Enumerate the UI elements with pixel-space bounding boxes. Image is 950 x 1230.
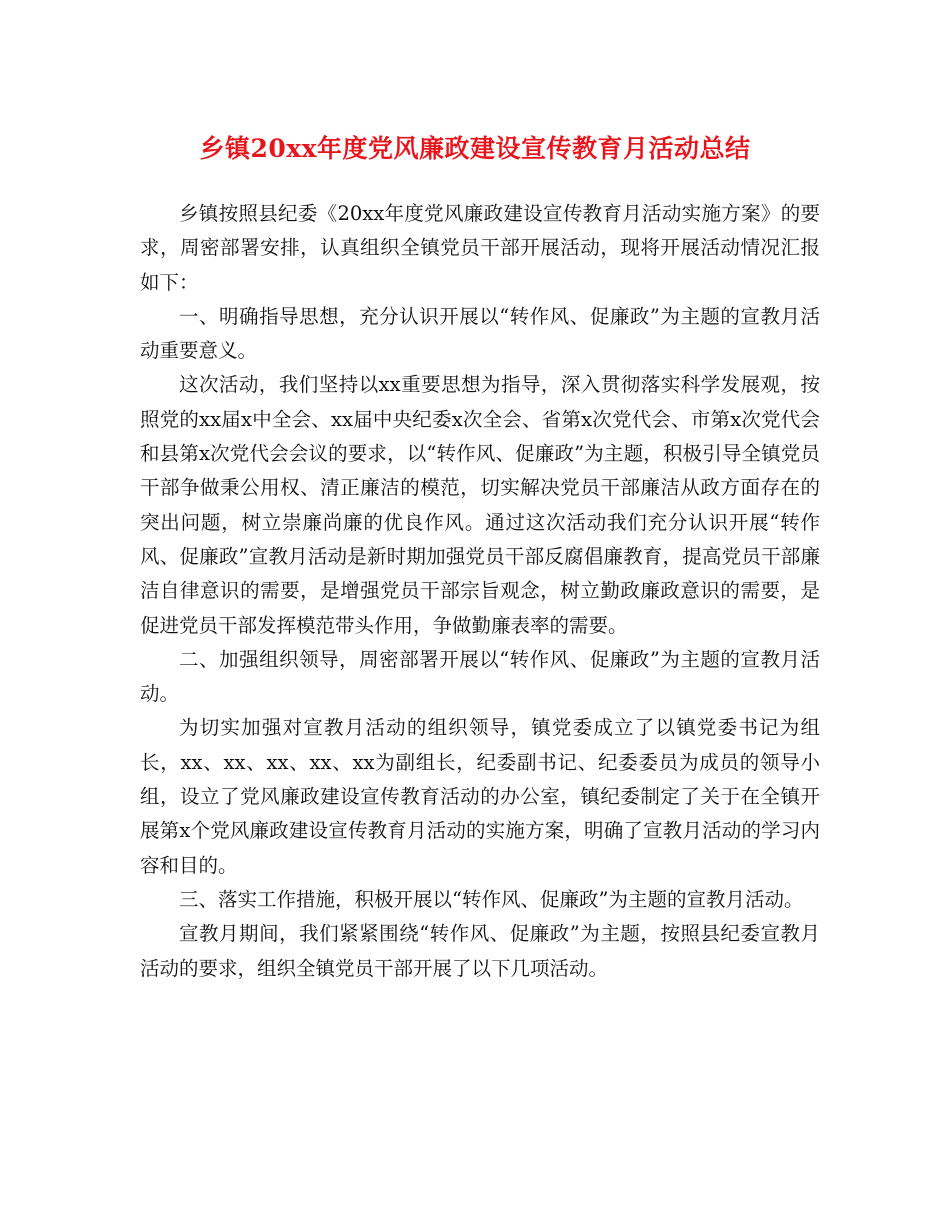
document-title: 乡镇20xx年度党风廉政建设宣传教育月活动总结 <box>199 134 751 163</box>
section-heading-3: 三、落实工作措施，积极开展以“转作风、促廉政”为主题的宣教月活动。 <box>179 887 804 911</box>
paragraph-section-1: 这次活动，我们坚持以xx重要思想为指导，深入贯彻落实科学发展观，按照党的xx届x中全会、xx届中央纪委x次全会、省第x次党代会、市第x次党代会和县第x次党代会会议的要求，以“转作风、促廉政”为主题，积极引导全镇党员干部争做秉公用权、清正廉洁的模范，切实解决党员干部廉洁从政方面存在的突出问题，树立崇廉尚廉的优良作风。通过这次活动我们充分认识开展“转作风、促廉政”宣教月活动是新时期加强党员干部反腐倡廉教育，提高党员干部廉洁自律意识的需要，是增强党员干部宗旨观念，树立勤政廉政意识的需要，是促进党员干部发挥模范带头作用，争做勤廉表率的需要。 <box>140 373 820 637</box>
section-heading-2: 二、加强组织领导，周密部署开展以“转作风、促廉政”为主题的宣教月活动。 <box>140 647 820 706</box>
document-body <box>140 197 820 986</box>
paragraph-section-2: 为切实加强对宣教月活动的组织领导，镇党委成立了以镇党委书记为组长，xx、xx、xx、xx、xx为副组长，纪委副书记、纪委委员为成员的领导小组，设立了党风廉政建设宣传教育活动的办公室，镇纪委制定了关于在全镇开展第x个党风廉政建设宣传教育月活动的实施方案，明确了宣教月活动的学习内容和目的。 <box>140 716 820 877</box>
paragraph-section-3: 宣教月期间，我们紧紧围绕“转作风、促廉政”为主题，按照县纪委宣教月活动的要求，组织全镇党员干部开展了以下几项活动。 <box>140 922 820 980</box>
paragraph-intro: 乡镇按照县纪委《20xx年度党风廉政建设宣传教育月活动实施方案》的要求，周密部署安排，认真组织全镇党员干部开展活动，现将开展活动情况汇报如下： <box>140 202 820 294</box>
section-heading-1: 一、明确指导思想，充分认识开展以“转作风、促廉政”为主题的宣教月活动重要意义。 <box>140 304 820 363</box>
